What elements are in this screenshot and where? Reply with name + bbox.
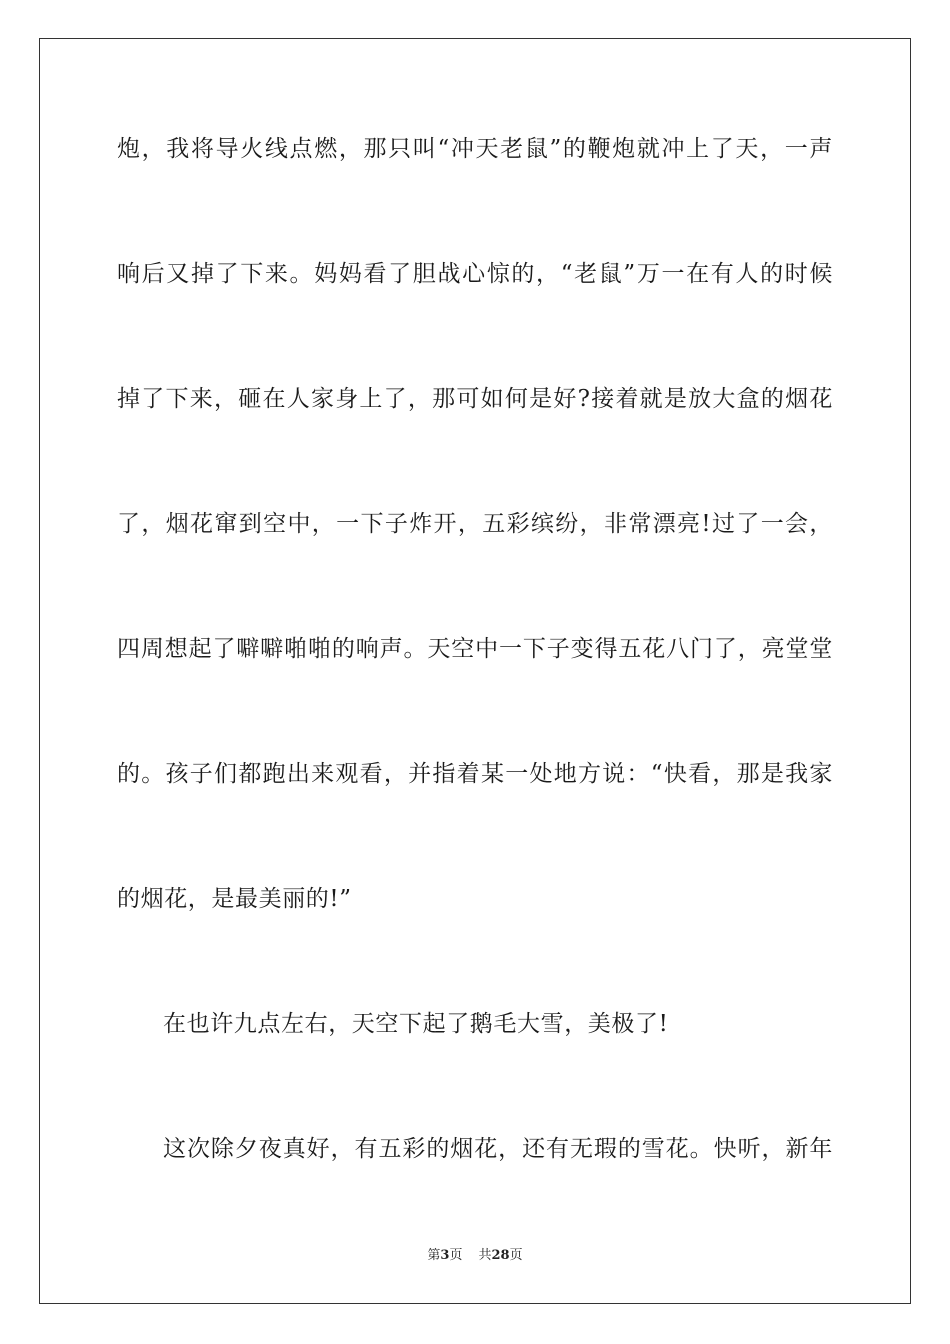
text-line-4: 了，烟花窜到空中，一下子炸开，五彩缤纷，非常漂亮!过了一会， [117, 511, 833, 537]
page-footer [0, 1247, 950, 1265]
text-line-5: 四周想起了噼噼啪啪的响声。天空中一下子变得五花八门了，亮堂堂 [117, 636, 833, 662]
page-number: 3 [440, 1248, 450, 1263]
text-line-2: 响后又掉了下来。妈妈看了胆战心惊的，“老鼠”万一在有人的时候 [117, 261, 833, 287]
text-line-6: 的。孩子们都跑出来观看，并指着某一处地方说：“快看，那是我家 [117, 761, 833, 787]
paragraph-line-9: 这次除夕夜真好，有五彩的烟花，还有无瑕的雪花。快听，新年 [163, 1136, 833, 1162]
page-border [39, 38, 911, 1304]
page-suffix: 页 [449, 1248, 463, 1263]
text-line-7: 的烟花，是最美丽的!” [117, 886, 352, 912]
total-suffix: 页 [509, 1248, 523, 1263]
total-prefix: 共 [478, 1248, 492, 1263]
text-line-1: 炮，我将导火线点燃，那只叫“冲天老鼠”的鞭炮就冲上了天，一声 [117, 136, 833, 162]
total-pages: 28 [491, 1248, 510, 1263]
text-line-3: 掉了下来，砸在人家身上了，那可如何是好?接着就是放大盒的烟花 [117, 386, 833, 412]
page-prefix: 第 [427, 1248, 441, 1263]
paragraph-line-8: 在也许九点左右，天空下起了鹅毛大雪，美极了! [163, 1011, 669, 1037]
